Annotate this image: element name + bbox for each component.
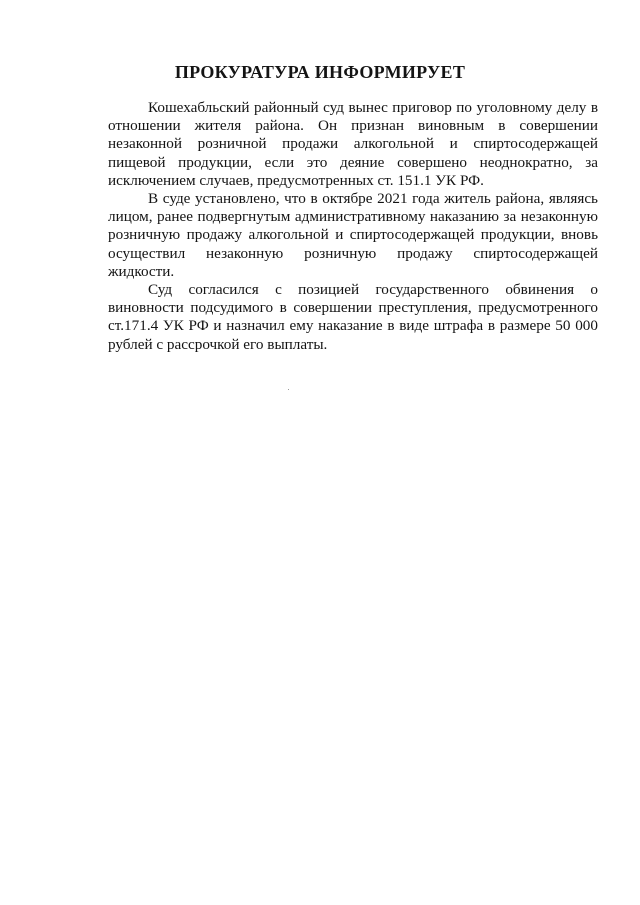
- paragraph-circumstances: В суде установлено, что в октябре 2021 года житель района, являясь лицом, ранее подвергнутым административному наказанию за незаконную розничную продажу алкогольной и спиртосодержащей продукции, вновь осуществил незаконную розничную продажу спиртосодержащей жидкости.: [108, 190, 598, 280]
- document-title: ПРОКУРАТУРА ИНФОРМИРУЕТ: [174, 62, 466, 82]
- paragraph-verdict: Кошехабльский районный суд вынес приговор по уголовному делу в отношении жителя района. Он признан виновным в совершении незаконной розничной продажи алкогольной и спиртосодержащей пищевой продукции, если это деяние совершено неоднократно, за исключением случаев, предусмотренных ст. 151.1 УК РФ.: [108, 99, 598, 189]
- document-body: [108, 99, 598, 354]
- scan-speck: [288, 389, 289, 390]
- paragraph-sentence: Суд согласился с позицией государственного обвинения о виновности подсудимого в совершении преступления, предусмотренного ст.171.4 УК РФ и назначил ему наказание в виде штрафа в размере 50 000 рублей с рассрочкой его выплаты.: [108, 281, 598, 353]
